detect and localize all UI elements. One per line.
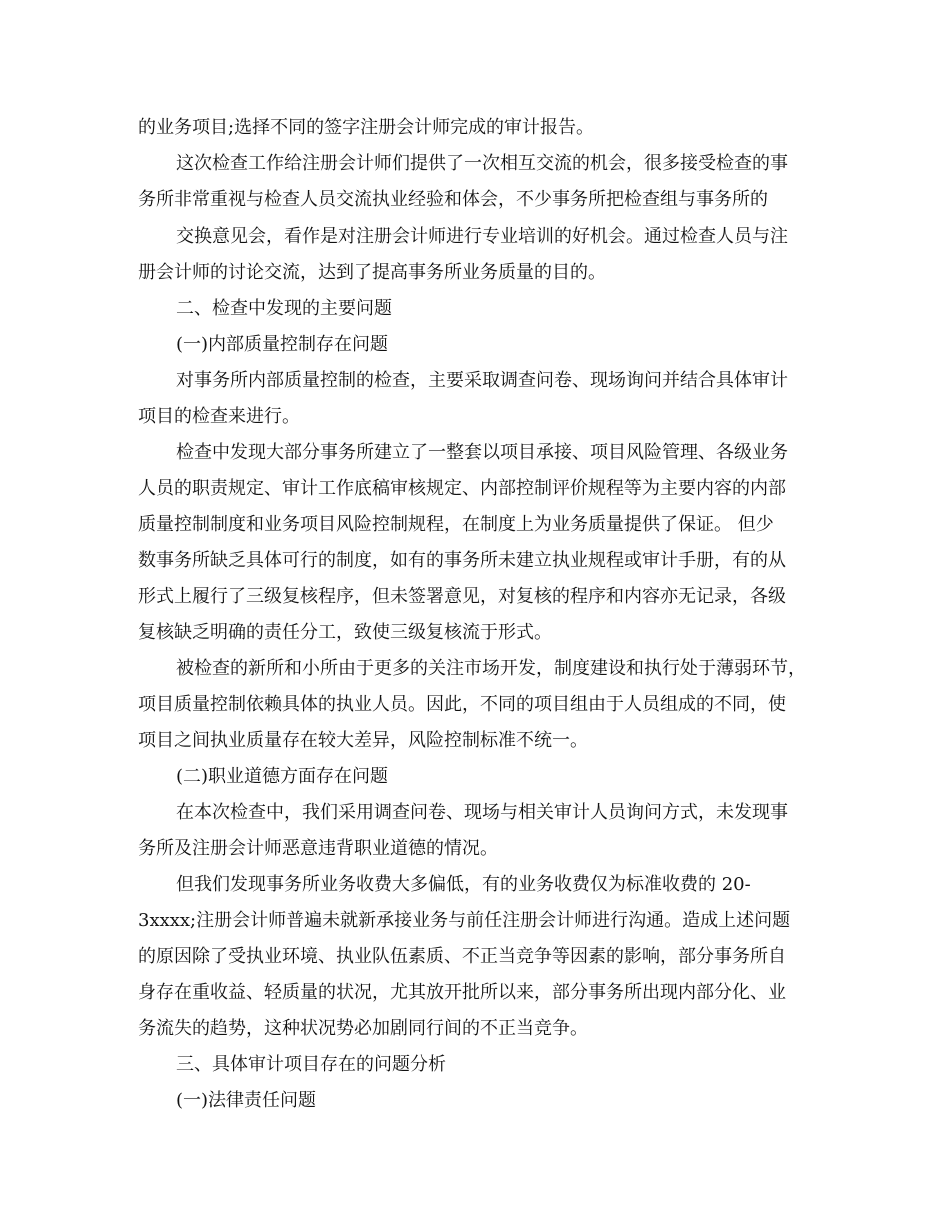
paragraph-start: 对事务所内部质量控制的检查，主要采取调查问卷、现场询问并结合具体审计 (176, 370, 788, 391)
section-heading: 三、具体审计项目存在的问题分析 (176, 1054, 446, 1075)
subsection-heading: (二)职业道德方面存在问题 (176, 766, 389, 787)
subsection-heading: (一)内部质量控制存在问题 (176, 334, 389, 355)
paragraph-start: 这次检查工作给注册会计师们提供了一次相互交流的机会，很多接受检查的事 (176, 153, 788, 174)
text-line: 项目的检查来进行。 (138, 406, 300, 427)
section-heading: 二、检查中发现的主要问题 (176, 298, 392, 319)
text-line: 的业务项目;选择不同的签字注册会计师完成的审计报告。 (138, 117, 595, 138)
text-line: 形式上履行了三级复核程序，但未签署意见，对复核的程序和内容亦无记录，各级 (138, 586, 786, 607)
paragraph-start: 但我们发现事务所业务收费大多偏低，有的业务收费仅为标准收费的 20- (176, 874, 751, 895)
text-line: 质量控制制度和业务项目风险控制规程，在制度上为业务质量提供了保证。 但少 (138, 514, 774, 535)
text-line: 数事务所缺乏具体可行的制度，如有的事务所未建立执业规程或审计手册，有的从 (138, 550, 786, 571)
paragraph-start: 被检查的新所和小所由于更多的关注市场开发，制度建设和执行处于薄弱环节， (176, 658, 806, 679)
text-line: 务流失的趋势，这种状况势必加剧同行间的不正当竞争。 (138, 1018, 588, 1039)
text-line: 务所非常重视与检查人员交流执业经验和体会，不少事务所把检查组与事务所的 (138, 189, 768, 210)
paragraph-start: 在本次检查中，我们采用调查问卷、现场与相关审计人员询问方式，未发现事 (176, 802, 788, 823)
text-line: 项目之间执业质量存在较大差异，风险控制标准不统一。 (138, 730, 588, 751)
paragraph-start: 交换意见会，看作是对注册会计师进行专业培训的好机会。通过检查人员与注 (176, 226, 788, 247)
text-line: 3xxxx;注册会计师普遍未就新承接业务与前任注册会计师进行沟通。造成上述问题 (138, 910, 791, 931)
paragraph-start: 检查中发现大部分事务所建立了一整套以项目承接、项目风险管理、各级业务 (176, 442, 788, 463)
text-line: 身存在重收益、轻质量的状况，尤其放开批所以来，部分事务所出现内部分化、业 (138, 982, 786, 1003)
text-line: 复核缺乏明确的责任分工，致使三级复核流于形式。 (138, 622, 552, 643)
text-line: 务所及注册会计师恶意违背职业道德的情况。 (138, 838, 498, 859)
text-line: 项目质量控制依赖具体的执业人员。因此，不同的项目组由于人员组成的不同，使 (138, 694, 786, 715)
subsection-heading: (一)法律责任问题 (176, 1090, 317, 1111)
text-line: 的原因除了受执业环境、执业队伍素质、不正当竞争等因素的影响，部分事务所自 (138, 946, 786, 967)
text-line: 人员的职责规定、审计工作底稿审核规定、内部控制评价规程等为主要内容的内部 (138, 478, 786, 499)
text-line: 册会计师的讨论交流，达到了提高事务所业务质量的目的。 (138, 262, 606, 283)
